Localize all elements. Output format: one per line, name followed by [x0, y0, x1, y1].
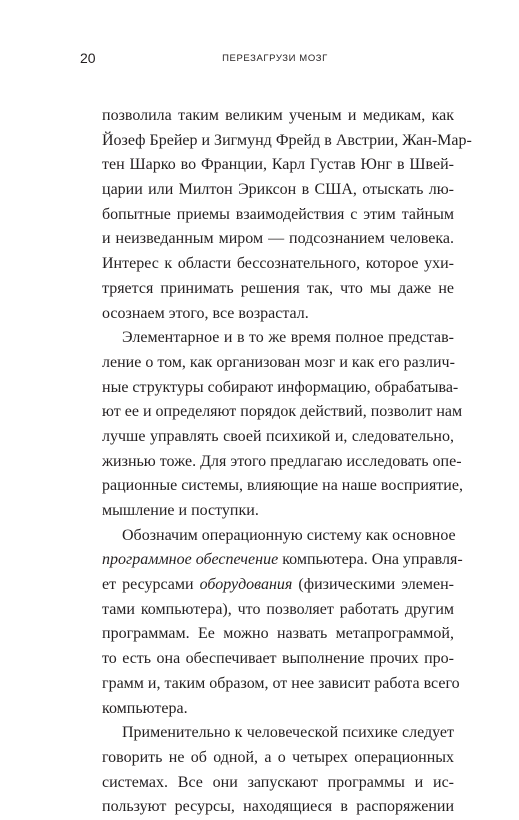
text-line: компьютера.: [102, 699, 188, 717]
text-line: мышление и поступки.: [102, 502, 259, 519]
italic-term: программное обеспечение: [102, 551, 279, 569]
text-line: Применительно к человеческой психике следует: [122, 724, 454, 742]
text-line: тами компьютера), что позволяет работать другим: [102, 600, 454, 618]
paragraph-4: [102, 721, 454, 820]
text-line: ные структуры собирают информацию, обрабатыва-: [102, 378, 459, 396]
text-line: Интерес к области бессознательного, которое ухи-: [102, 255, 454, 273]
text-line: ление о том, как организован мозг и как его различ-: [102, 353, 455, 371]
text-line: [102, 573, 454, 598]
text-line: говорить не об одной, а о четырех операционных: [102, 748, 454, 766]
text-line: системах. Все они запускают программы и ис-: [102, 773, 454, 791]
body-text: [102, 104, 472, 820]
text-line: царии или Милтон Эриксон в США, отыскать лю-: [102, 181, 454, 199]
text-line: бопытные приемы взаимодействия с этим тайным: [102, 205, 454, 223]
text-fragment: компьютера. Она управля-: [278, 551, 463, 569]
text-line: лучше управлять своей психикой и, следовательно,: [102, 427, 454, 445]
text-line: тен Шарко во Франции, Карл Густав Юнг в Швей-: [102, 156, 454, 174]
paragraph-2: [102, 326, 463, 524]
text-line: то есть она обеспечивает выполнение прочих про-: [102, 650, 454, 668]
text-line: программам. Ее можно назвать метапрограммой,: [102, 625, 454, 643]
text-line: грамм и, таким образом, от нее зависит работа всего: [102, 674, 460, 692]
text-line: позволила таким великим ученым и медикам, как: [102, 107, 454, 124]
text-line: осознаем этого, все возрастал.: [102, 304, 309, 322]
text-line: жизнью тоже. Для этого предлагаю исследовать опе-: [102, 452, 462, 470]
text-line: ют ее и определяют порядок действий, позволит нам: [102, 403, 463, 421]
italic-term: оборудования: [199, 576, 293, 594]
text-line: Обозначим операционную систему как основное: [122, 526, 456, 544]
text-line: рационные системы, влияющие на наше восприятие,: [102, 477, 463, 495]
text-line: и неизведанным миром — подсознанием человека.: [102, 230, 454, 248]
book-title: ПЕРЕЗАГРУЗИ МОЗГ: [222, 53, 328, 64]
text-line: [102, 548, 463, 573]
text-line: тряется принимать решения так, что мы даже не: [102, 279, 454, 297]
text-line: пользуют ресурсы, находящиеся в распоряжении: [102, 798, 454, 816]
running-head: [80, 48, 440, 68]
paragraph-1: [102, 104, 472, 326]
paragraph-3: [102, 524, 463, 722]
text-line: Элементарное и в то же время полное представ-: [122, 329, 454, 347]
page-number: 20: [80, 50, 96, 66]
text-fragment: (физическими элемен-: [292, 576, 454, 594]
text-fragment: ет ресурсами: [102, 576, 200, 594]
text-line: Йозеф Брейер и Зигмунд Фрейд в Австрии, Жан-Мар-: [102, 131, 472, 149]
